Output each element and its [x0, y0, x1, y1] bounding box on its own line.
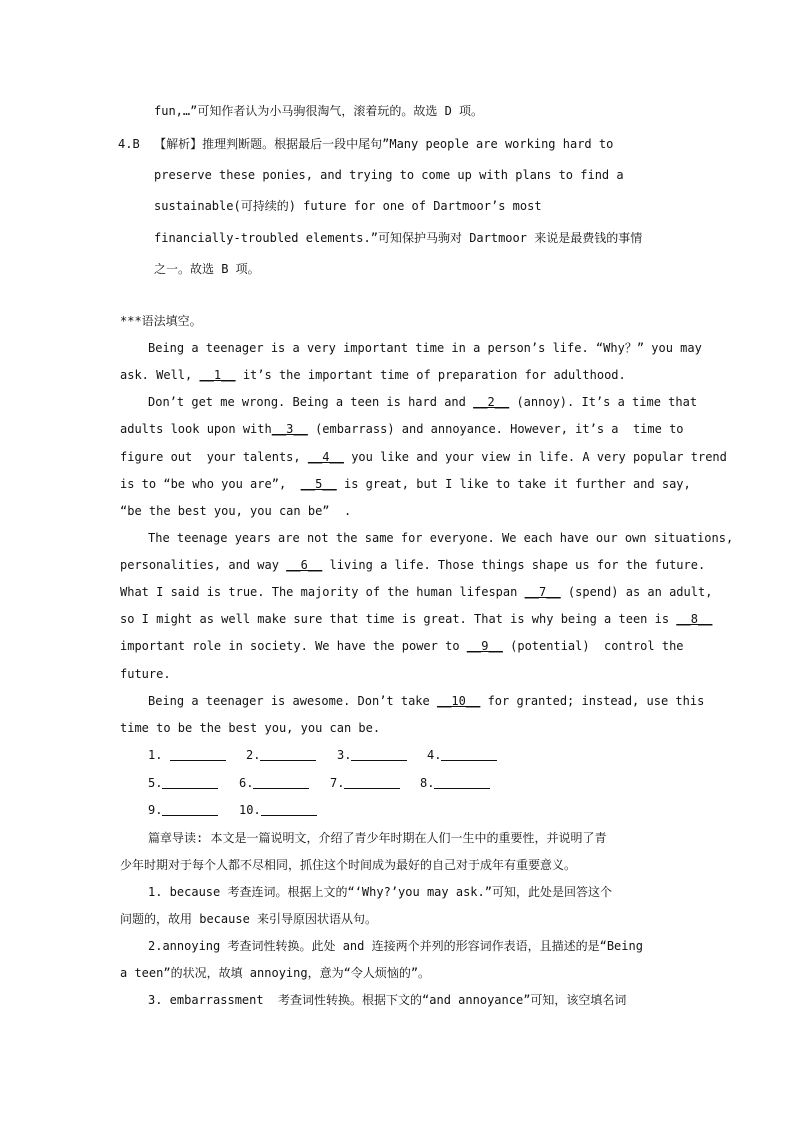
- passage-line: important role in society. We have the power to __9__ (potential) control the: [120, 639, 684, 653]
- passage-line: The teenage years are not the same for everyone. We each have our own situations,: [148, 531, 734, 545]
- answer-explanation-2-cont: a teen”的状况，故填 annoying，意为“令人烦恼的”。: [120, 966, 431, 980]
- blank-2: __2__: [473, 395, 510, 409]
- blank-5: __5__: [300, 477, 337, 491]
- passage-line: so I might as well make sure that time is great. That is why being a teen is __8__: [120, 612, 713, 626]
- answer-blank-5[interactable]: 5.: [148, 775, 218, 791]
- answer-blank-1[interactable]: 1.: [148, 747, 226, 763]
- answer-blank-7[interactable]: 7.: [330, 775, 400, 791]
- answer-explanation-1-cont: 问题的，故用 because 来引导原因状语从句。: [120, 912, 378, 926]
- blank-10: __10__: [436, 694, 481, 708]
- answer-blank-2[interactable]: 2.: [246, 747, 316, 763]
- answer-3-tail: fun,…”可知作者认为小马驹很淘气，滚着玩的。故选 D 项。: [154, 104, 484, 118]
- guide-line: 篇章导读: 本文是一篇说明文，介绍了青少年时期在人们一生中的重要性，并说明了青: [148, 831, 607, 845]
- answer-blank-10[interactable]: 10.: [239, 802, 317, 818]
- passage-line: ask. Well, __1__ it’s the important time of preparation for adulthood.: [120, 368, 626, 382]
- blank-4: __4__: [307, 450, 344, 464]
- blank-9: __9__: [466, 639, 503, 653]
- section-title: ***语法填空。: [120, 314, 202, 328]
- answer-blank-4[interactable]: 4.: [427, 747, 497, 763]
- answer-blank-6[interactable]: 6.: [239, 775, 309, 791]
- passage-line: adults look upon with__3__ (embarrass) and annoyance. However, it’s a time to: [120, 422, 684, 436]
- blank-8: __8__: [676, 612, 713, 626]
- answer-4-line-2: preserve these ponies, and trying to come up with plans to find a: [154, 168, 624, 182]
- passage-line: Being a teenager is a very important time in a person’s life. “Why？” you may: [148, 341, 702, 355]
- answer-blank-8[interactable]: 8.: [420, 775, 490, 791]
- passage-line: “be the best you, you can be” .: [120, 504, 352, 518]
- passage-line: future.: [120, 667, 171, 681]
- passage-line: time to be the best you, you can be.: [120, 721, 381, 735]
- answer-4-line-1: 4.B 【解析】推理判断题。根据最后一段中尾句”Many people are working hard to: [118, 137, 614, 151]
- answer-4-line-3: sustainable(可持续的) future for one of Dartmoor’s most: [154, 199, 542, 213]
- passage-line: Being a teenager is awesome. Don’t take __10__ for granted; instead, use this: [148, 694, 705, 708]
- passage-line: What I said is true. The majority of the human lifespan __7__ (spend) as an adult,: [120, 585, 713, 599]
- passage-line: personalities, and way __6__ living a life. Those things shape us for the future.: [120, 558, 706, 572]
- answer-explanation-3: 3. embarrassment 考查词性转换。根据下文的“and annoyance”可知，该空填名词: [148, 993, 627, 1007]
- answer-blank-9[interactable]: 9.: [148, 802, 218, 818]
- answer-explanation-2: 2.annoying 考查词性转换。此处 and 连接两个并列的形容词作表语，且描述的是“Being: [148, 939, 643, 953]
- blank-3: __3__: [271, 422, 308, 436]
- answer-explanation-1: 1. because 考查连词。根据上文的“‘Why?’you may ask.”可知，此处是回答这个: [148, 885, 612, 899]
- answer-4-line-4: financially-troubled elements.”可知保护马驹对 Dartmoor 来说是最费钱的事情: [154, 231, 643, 245]
- answer-4-line-5: 之一。故选 B 项。: [154, 262, 260, 276]
- blank-7: __7__: [524, 585, 561, 599]
- blank-6: __6__: [286, 558, 323, 572]
- answer-blank-3[interactable]: 3.: [337, 747, 407, 763]
- passage-line: Don’t get me wrong. Being a teen is hard and __2__ (annoy). It’s a time that: [148, 395, 698, 409]
- passage-line: figure out your talents, __4__ you like and your view in life. A very popular trend: [120, 450, 727, 464]
- guide-line: 少年时期对于每个人都不尽相同，抓住这个时间成为最好的自己对于成年有重要意义。: [120, 858, 577, 872]
- passage-line: is to “be who you are”, __5__ is great, but I like to take it further and say,: [120, 477, 691, 491]
- blank-1: __1__: [199, 368, 236, 382]
